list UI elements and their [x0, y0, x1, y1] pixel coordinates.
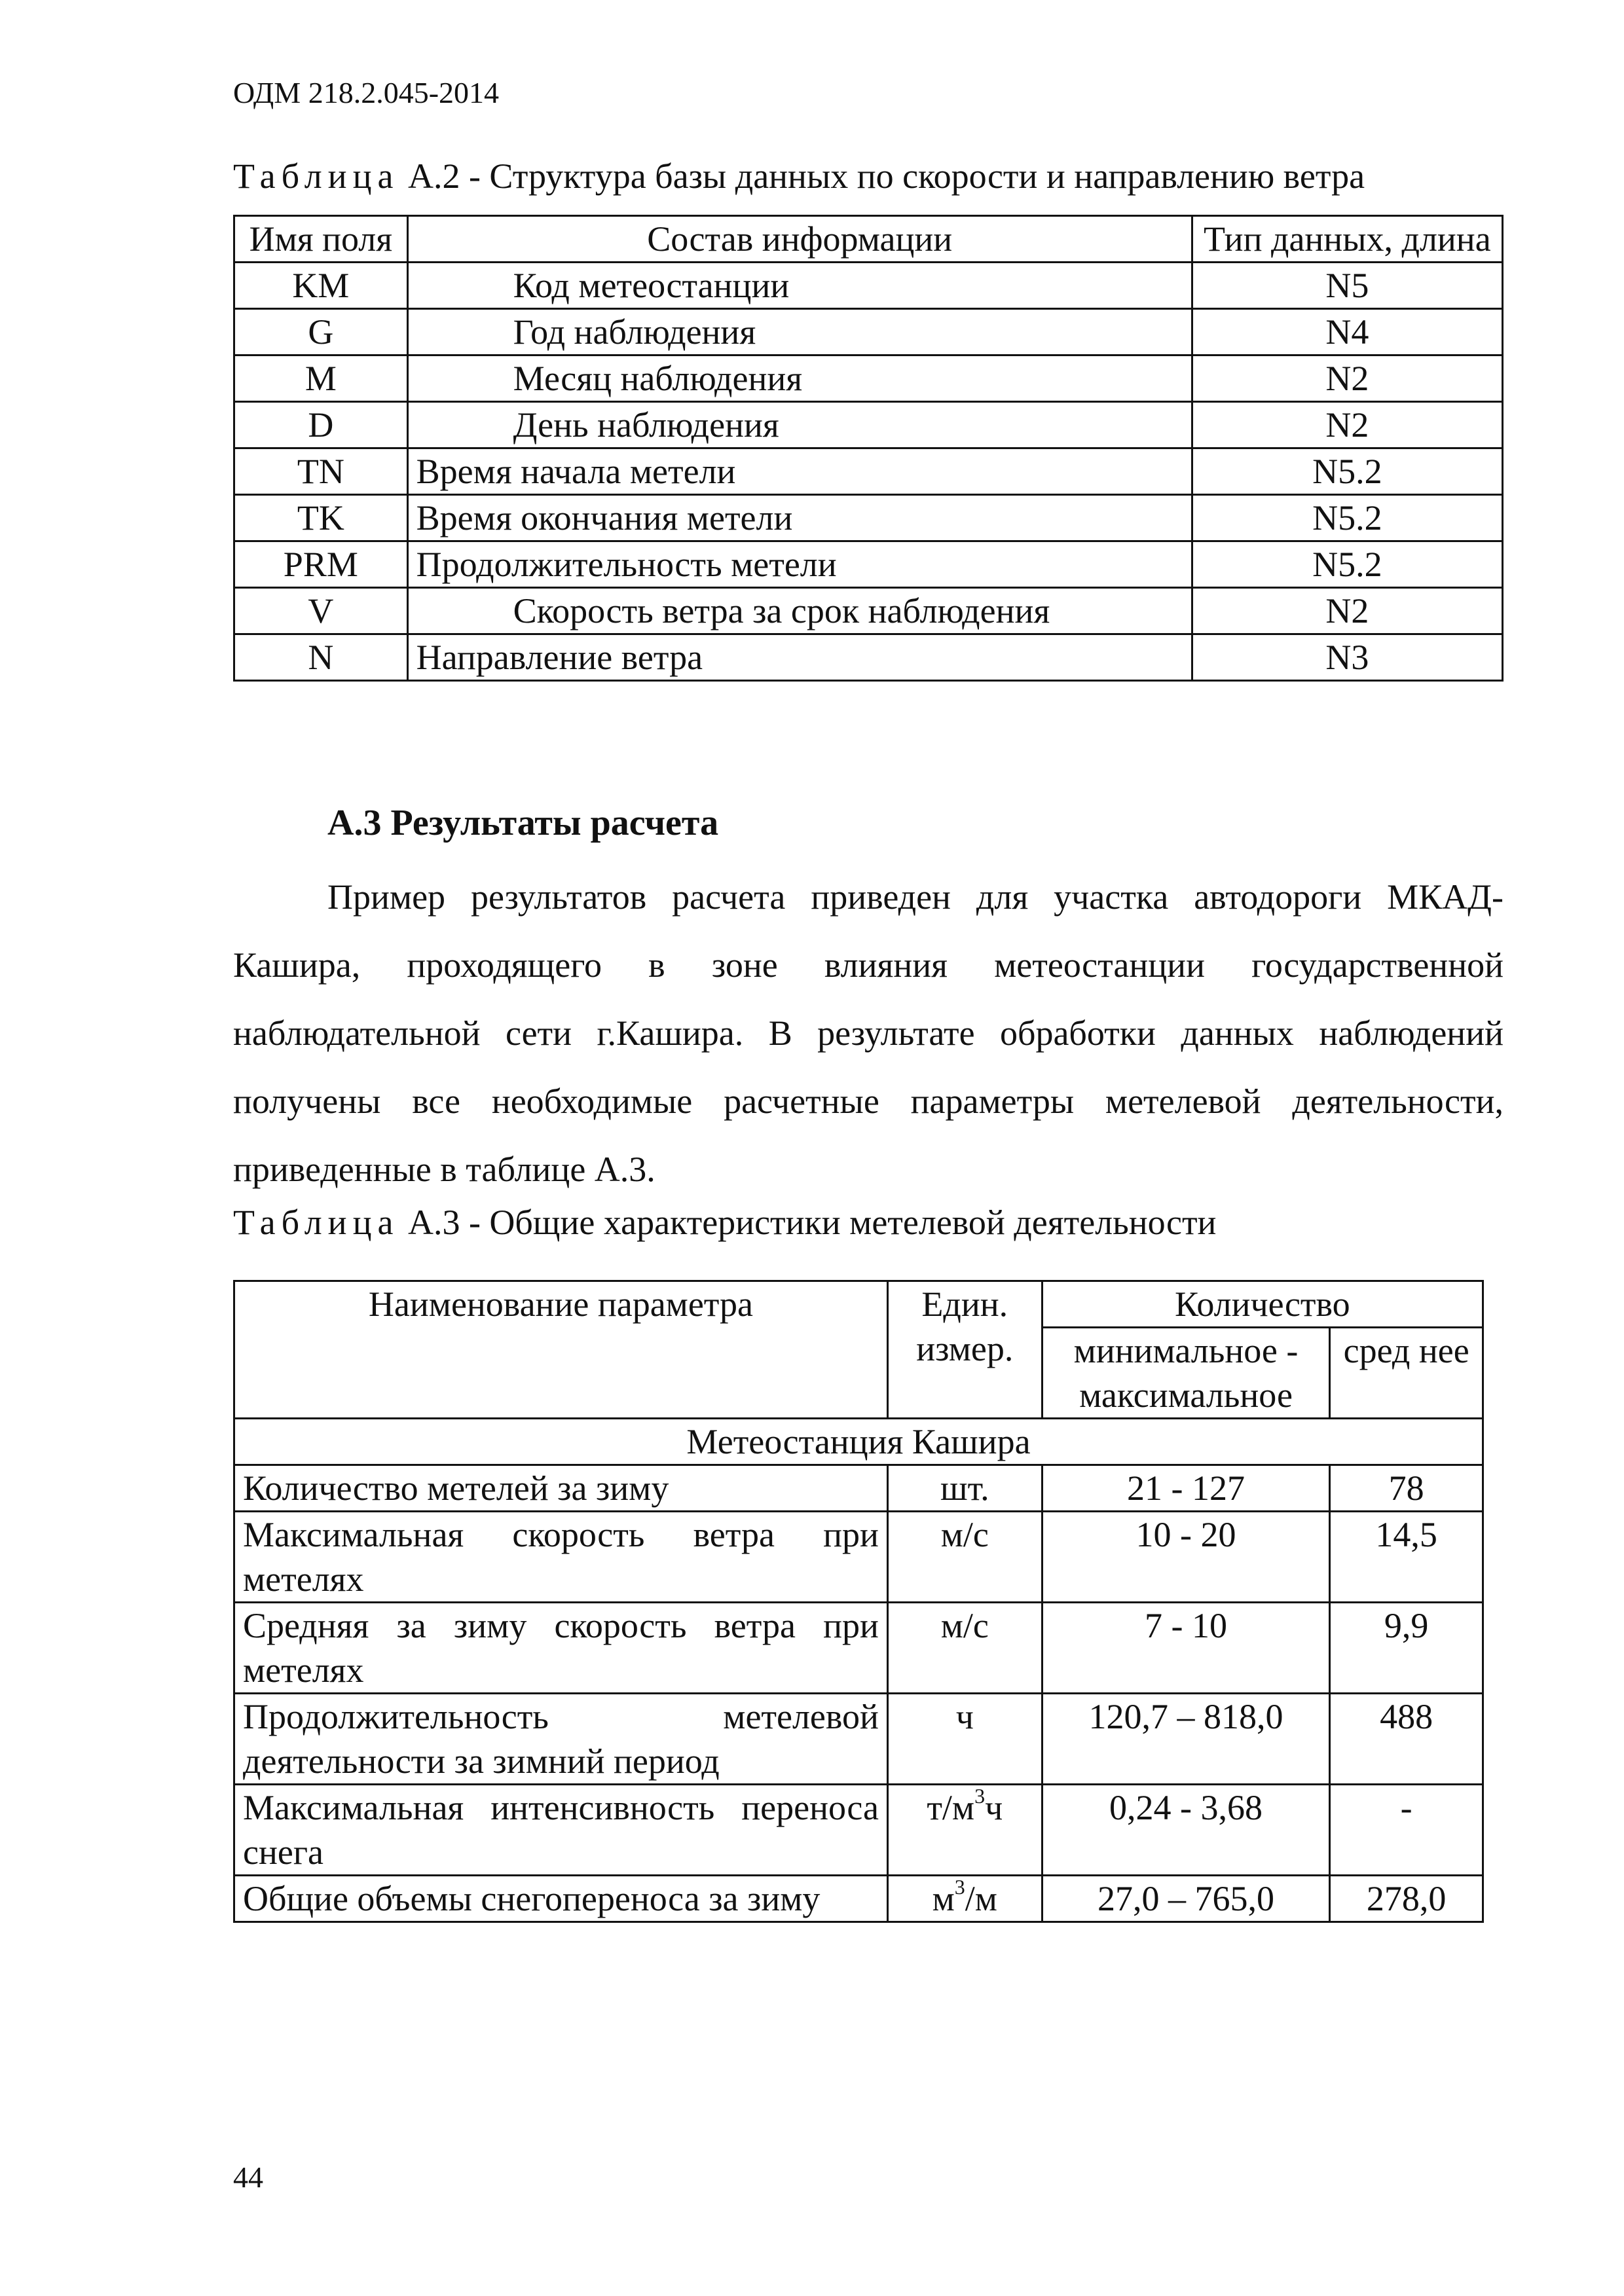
cell-avg: 9,9: [1330, 1603, 1483, 1694]
header-cell-quantity: Количество: [1042, 1281, 1483, 1328]
cell-minmax: 21 - 127: [1042, 1465, 1330, 1512]
cell-field: D: [234, 402, 408, 448]
cell-field: TN: [234, 448, 408, 495]
cell-info: Время окончания метели: [407, 495, 1192, 541]
table-a2-caption-text: А.2 - Структура базы данных по скорости и направлению ветра: [407, 156, 1365, 196]
cell-info: Скорость ветра за срок наблюдения: [407, 588, 1192, 634]
cell-avg: 488: [1330, 1694, 1483, 1785]
table-row: [234, 634, 1503, 681]
cell-unit: [887, 1876, 1042, 1922]
cell-param: Количество метелей за зиму: [234, 1465, 888, 1512]
cell-unit: шт.: [887, 1465, 1042, 1512]
unit-base: м: [932, 1879, 955, 1918]
cell-type: N5: [1192, 263, 1502, 309]
cell-field: M: [234, 355, 408, 402]
cell-type: N2: [1192, 402, 1502, 448]
header-cell-field-name: Имя поля: [234, 216, 408, 263]
unit-base: т/м: [927, 1788, 975, 1827]
cell-info: День наблюдения: [407, 402, 1192, 448]
cell-field: PRM: [234, 541, 408, 588]
body-paragraph: Пример результатов расчета приведен для участка автодороги МКАД-Кашира, проходящего в зоне влияния метеостанции государственной наблюдательной сети г.Кашира. В результате обработки данных наблюдений получены все необходимые расчетные параметры метелевой деятельности, приведенные в таблице А.3.: [233, 877, 1504, 1189]
cell-unit: м/с: [887, 1512, 1042, 1603]
cell-info: Месяц наблюдения: [407, 355, 1192, 402]
cell-type: N5.2: [1192, 541, 1502, 588]
cell-info: Код метеостанции: [407, 263, 1192, 309]
table-row: [234, 309, 1503, 355]
cell-minmax: 10 - 20: [1042, 1512, 1330, 1603]
cell-info: Направление ветра: [407, 634, 1192, 681]
unit-exponent: 3: [954, 1875, 965, 1899]
table-header-row: [234, 216, 1503, 263]
cell-unit: ч: [887, 1694, 1042, 1785]
document-code: ОДМ 218.2.045-2014: [233, 76, 500, 109]
unit-tail: ч: [985, 1788, 1003, 1827]
cell-param: Максимальная скорость ветра при метелях: [234, 1512, 888, 1603]
cell-minmax: 120,7 – 818,0: [1042, 1694, 1330, 1785]
cell-minmax: 0,24 - 3,68: [1042, 1785, 1330, 1876]
cell-param: Продолжительность метелевой деятельности за зимний период: [234, 1694, 888, 1785]
table-row: [234, 541, 1503, 588]
cell-field: TK: [234, 495, 408, 541]
table-row: [234, 263, 1503, 309]
cell-info: Продолжительность метели: [407, 541, 1192, 588]
unit-exponent: 3: [974, 1784, 986, 1808]
table-row: [234, 402, 1503, 448]
header-cell-avg: сред нее: [1330, 1328, 1483, 1419]
cell-unit: м/с: [887, 1603, 1042, 1694]
cell-info: Год наблюдения: [407, 309, 1192, 355]
cell-param: Средняя за зиму скорость ветра при метелях: [234, 1603, 888, 1694]
unit-tail: /м: [965, 1879, 997, 1918]
table-a3: [233, 1280, 1484, 1923]
table-a2-caption: [233, 155, 1365, 198]
cell-minmax: 27,0 – 765,0: [1042, 1876, 1330, 1922]
cell-type: N2: [1192, 588, 1502, 634]
cell-type: N5.2: [1192, 495, 1502, 541]
table-row: [234, 588, 1503, 634]
header-cell-type: Тип данных, длина: [1192, 216, 1502, 263]
cell-avg: 78: [1330, 1465, 1483, 1512]
cell-type: N5.2: [1192, 448, 1502, 495]
table-row: [234, 448, 1503, 495]
cell-param: Максимальная интенсивность переноса снега: [234, 1785, 888, 1876]
cell-param: Общие объемы снегопереноса за зиму: [234, 1876, 888, 1922]
table-a2: [233, 215, 1504, 682]
header-cell-unit: Един. измер.: [887, 1281, 1042, 1419]
cell-minmax: 7 - 10: [1042, 1603, 1330, 1694]
table-a3-caption-text: А.3 - Общие характеристики метелевой деятельности: [407, 1203, 1217, 1242]
header-cell-minmax: минимальное - максимальное: [1042, 1328, 1330, 1419]
cell-type: N4: [1192, 309, 1502, 355]
station-row: [234, 1419, 1483, 1465]
cell-type: N2: [1192, 355, 1502, 402]
table-row: [234, 1465, 1483, 1512]
table-row: [234, 1694, 1483, 1785]
cell-info: Время начала метели: [407, 448, 1192, 495]
cell-type: N3: [1192, 634, 1502, 681]
table-row: [234, 355, 1503, 402]
cell-field: KM: [234, 263, 408, 309]
cell-field: N: [234, 634, 408, 681]
cell-avg: -: [1330, 1785, 1483, 1876]
cell-avg: 14,5: [1330, 1512, 1483, 1603]
cell-avg: 278,0: [1330, 1876, 1483, 1922]
page-number: 44: [233, 2160, 263, 2194]
header-cell-param: Наименование параметра: [234, 1281, 888, 1419]
header-cell-info: Состав информации: [407, 216, 1192, 263]
table-row: [234, 495, 1503, 541]
table-row: [234, 1876, 1483, 1922]
table-row: [234, 1785, 1483, 1876]
station-name: Метеостанция Кашира: [234, 1419, 1483, 1465]
table-row: [234, 1603, 1483, 1694]
table-a2-caption-label: Таблица: [233, 156, 399, 196]
table-row: [234, 1512, 1483, 1603]
cell-field: V: [234, 588, 408, 634]
table-a3-caption: [233, 1201, 1216, 1244]
table-a3-caption-label: Таблица: [233, 1203, 399, 1242]
table-header-row: [234, 1281, 1483, 1328]
section-title: А.3 Результаты расчета: [327, 803, 719, 843]
cell-unit: [887, 1785, 1042, 1876]
cell-field: G: [234, 309, 408, 355]
